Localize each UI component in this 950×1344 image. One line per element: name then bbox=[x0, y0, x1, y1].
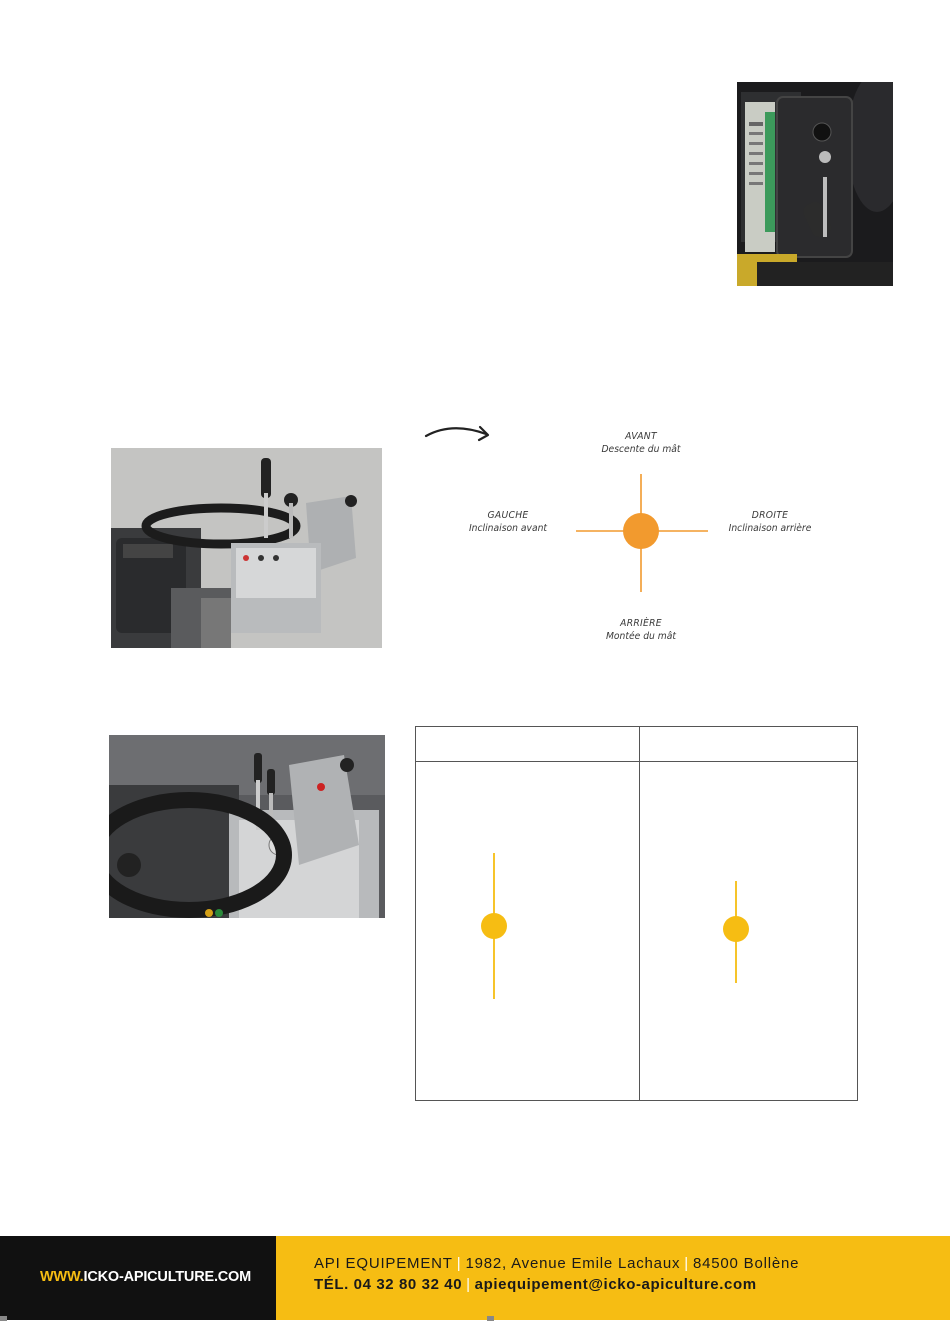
steering-joystick-photo bbox=[111, 448, 382, 648]
website-prefix: WWW. bbox=[40, 1269, 84, 1285]
curved-arrow-icon bbox=[424, 424, 496, 444]
email-link[interactable]: apiequipement@icko-apiculture.com bbox=[474, 1276, 757, 1293]
contact-line bbox=[314, 1276, 757, 1293]
arriere-desc: Montée du mât bbox=[605, 631, 677, 642]
phone-number[interactable]: TÉL. 04 32 80 32 40 bbox=[314, 1276, 463, 1293]
footer-banner bbox=[0, 1236, 950, 1320]
separator: | bbox=[456, 1255, 462, 1272]
joystick-knob bbox=[623, 513, 659, 549]
droite-desc: Inclinaison arrière bbox=[728, 523, 812, 534]
crop-mark bbox=[0, 1316, 7, 1321]
direction-label-droite bbox=[717, 509, 824, 535]
control-levers-photo bbox=[109, 735, 385, 918]
separator: | bbox=[684, 1255, 689, 1272]
joystick-direction-diagram bbox=[570, 470, 712, 594]
address-line bbox=[314, 1255, 799, 1272]
street-address: 1982, Avenue Emile Lachaux bbox=[465, 1255, 681, 1272]
website-domain: ICKO-APICULTURE.COM bbox=[83, 1269, 252, 1285]
direction-label-gauche bbox=[455, 509, 562, 535]
gauche-desc: Inclinaison avant bbox=[468, 523, 548, 534]
separator: | bbox=[466, 1276, 471, 1293]
lever-function-table bbox=[415, 726, 858, 1101]
lever-photo bbox=[737, 82, 893, 286]
footer-website-panel bbox=[0, 1236, 276, 1320]
lever-knob-right bbox=[723, 916, 749, 942]
table-header-row bbox=[416, 727, 857, 762]
droite-title: DROITE bbox=[751, 510, 789, 521]
footer-contact-panel bbox=[276, 1236, 950, 1320]
table-column-divider bbox=[639, 727, 640, 1100]
lever-diagram-right bbox=[716, 879, 756, 985]
control-levers-illustration bbox=[109, 735, 385, 918]
crop-mark bbox=[487, 1316, 494, 1321]
avant-title: AVANT bbox=[625, 431, 657, 442]
direction-label-arriere bbox=[585, 617, 697, 643]
steering-joystick-illustration bbox=[111, 448, 382, 648]
company-name: API EQUIPEMENT bbox=[314, 1255, 453, 1272]
city-address: 84500 Bollène bbox=[692, 1255, 800, 1272]
website-link[interactable] bbox=[40, 1269, 251, 1285]
lever-photo-illustration bbox=[737, 82, 893, 286]
lever-knob-left bbox=[481, 913, 507, 939]
direction-label-avant bbox=[585, 430, 697, 456]
arriere-title: ARRIÈRE bbox=[620, 618, 662, 629]
avant-desc: Descente du mât bbox=[601, 444, 681, 455]
lever-diagram-left bbox=[476, 851, 516, 1001]
gauche-title: GAUCHE bbox=[487, 510, 529, 521]
